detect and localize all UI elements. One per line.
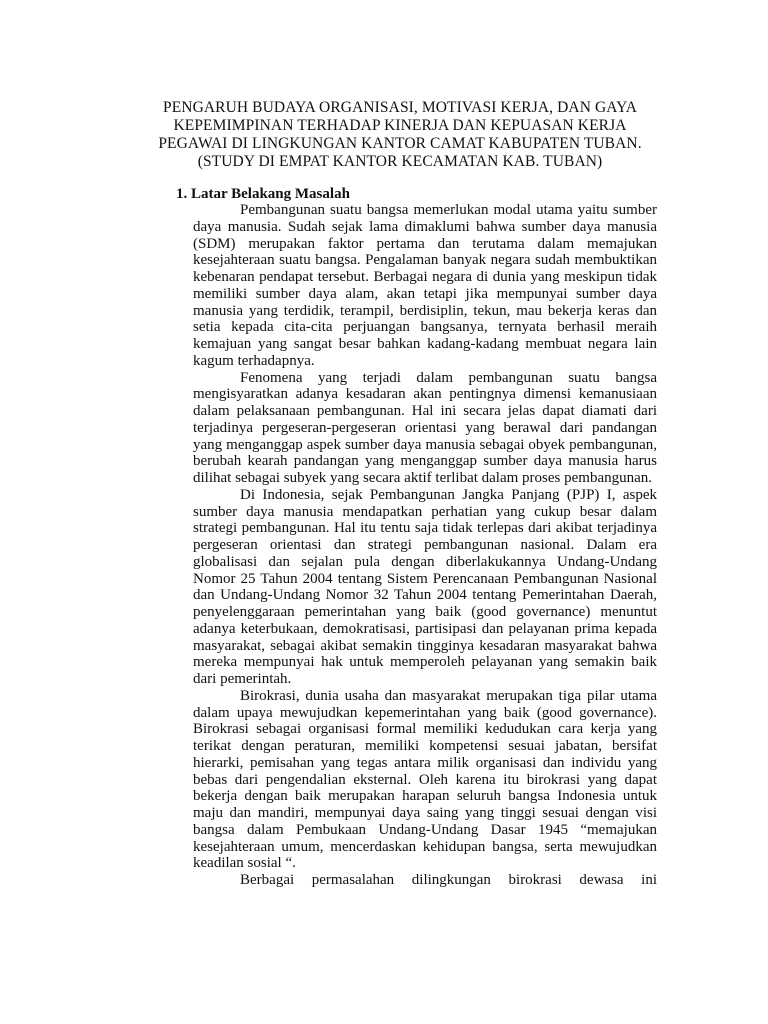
paragraph-3: Di Indonesia, sejak Pembangunan Jangka Panjang (PJP) I, aspek sumber daya manusia mendapatkan perhatian yang cukup besar dalam strategi pembangunan. Hal itu tentu saja tidak terlepas dari akibat terjadinya pergeseran orientasi dan strategi pembangunan nasional. Dalam era globalisasi dan sejalan pula dengan diberlakukannya Undang-Undang Nomor 25 Tahun 2004 tentang Sistem Perencanaan Pembangunan Nasional dan Undang-Undang Nomor 32 Tahun 2004 tentang Pemerintahan Daerah, penyelenggaraan pemerintahan yang baik (good governance) menuntut adanya keterbukaan, demokratisasi, partisipasi dan pelayanan prima kepada masyarakat, sebagai akibat semakin tingginya kesadaran masyarakat bahwa mereka mempunyai hak untuk memperoleh pelayanan yang semakin baik dari pemerintah.	[193, 486, 657, 687]
section-heading: 1. Latar Belakang Masalah	[176, 186, 350, 202]
title-line-4: (STUDY DI EMPAT KANTOR KECAMATAN KAB. TUBAN)	[197, 153, 603, 170]
body-text	[193, 202, 657, 889]
paragraph-1: Pembangunan suatu bangsa memerlukan modal utama yaitu sumber daya manusia. Sudah sejak lama dimaklumi bahwa sumber daya manusia (SDM) merupakan faktor pertama dan terutama dalam memajukan kesejahteraan suatu bangsa. Pengalaman banyak negara sudah membuktikan kebenaran pendapat tersebut. Berbagai negara di dunia yang meskipun tidak memiliki sumber daya alam, akan tetapi jika mempunyai sumber daya manusia yang terdidik, terampil, berdisiplin, tekun, mau bekerja keras dan setia kepada cita-cita perjuangan bangsanya, ternyata berhasil meraih kemajuan yang sangat besar bahkan kadang-kadang membuat negara lain kagum terhadapnya.	[193, 202, 657, 369]
document-title	[140, 99, 660, 171]
paragraph-2: Fenomena yang terjadi dalam pembangunan suatu bangsa mengisyaratkan adanya kesadaran akan pentingnya dimensi kemanusiaan dalam pelaksanaan pembangunan. Hal ini secara jelas dapat diamati dari terjadinya pergeseran-pergeseran orientasi yang berawal dari pandangan yang menganggap aspek sumber daya manusia sebagai obyek pembangunan, berubah kearah pandangan yang menganggap sumber daya manusia harus dilihat sebagai subyek yang secara aktif terlibat dalam proses pembangunan.	[193, 369, 657, 486]
paragraph-4: Birokrasi, dunia usaha dan masyarakat merupakan tiga pilar utama dalam upaya mewujudkan kepemerintahan yang baik (good governance). Birokrasi sebagai organisasi formal memiliki kedudukan cara kerja yang terikat dengan peraturan, memiliki kompetensi sesuai jabatan, bersifat hierarki, pemisahan yang tegas antara milik organisasi dan individu yang bebas dari pengendalian eksternal. Oleh karena itu birokrasi yang dapat bekerja dengan baik merupakan harapan seluruh bangsa Indonesia untuk maju dan mandiri, mempunyai daya saing yang tinggi sesuai dengan visi bangsa dalam Pembukaan Undang-Undang Dasar 1945 “memajukan kesejahteraan umum, mencerdaskan kehidupan bangsa, serta mewujudkan keadilan sosial “.	[193, 687, 657, 872]
title-line-2: KEPEMIMPINAN TERHADAP KINERJA DAN KEPUASAN KERJA	[173, 117, 627, 134]
paragraph-5: Berbagai permasalahan dilingkungan birokrasi dewasa ini	[240, 872, 657, 888]
title-line-3: PEGAWAI DI LINGKUNGAN KANTOR CAMAT KABUPATEN TUBAN.	[158, 135, 642, 152]
title-line-1: PENGARUH BUDAYA ORGANISASI, MOTIVASI KERJA, DAN GAYA	[163, 99, 637, 116]
